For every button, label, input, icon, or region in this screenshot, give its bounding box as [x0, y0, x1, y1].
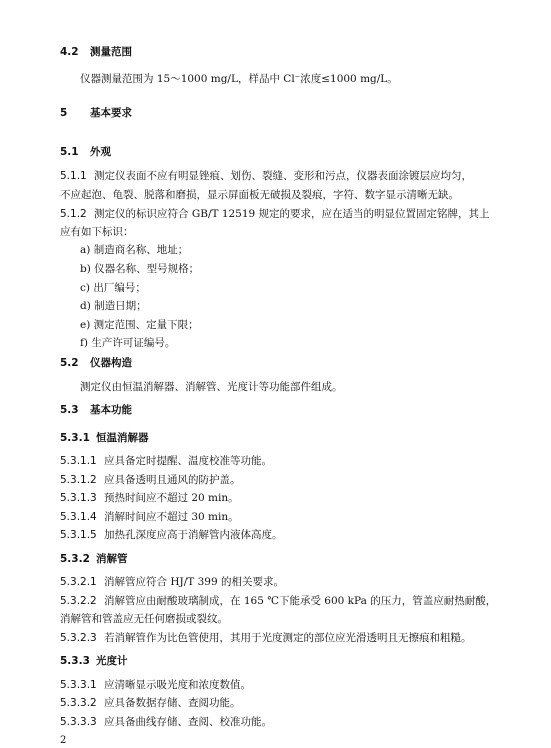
heading-5-3-3 — [60, 654, 128, 668]
para-5-1-1-line1 — [60, 169, 472, 183]
heading-number: 5.1 — [60, 146, 79, 158]
clause-5-3-1-3 — [60, 491, 239, 505]
clause-5-3-2-1 — [60, 575, 284, 589]
clause-text: 预热时间应不超过 20 min。 — [104, 492, 239, 504]
clause-5-3-2-2-line2: 消解管和管盖应无任何磨损或裂纹。 — [60, 613, 228, 625]
clause-5-3-2-2-line1 — [60, 594, 496, 608]
heading-5-3-1 — [60, 431, 149, 445]
clause-number: 5.3.1.1 — [60, 455, 97, 467]
heading-number: 5 — [60, 107, 68, 119]
heading-number: 5.2 — [60, 357, 79, 369]
clause-number: 5.3.3.2 — [60, 697, 97, 709]
clause-number: 5.3.2.1 — [60, 576, 97, 588]
clause-5-3-1-5 — [60, 528, 283, 542]
clause-number: 5.3.1.5 — [60, 529, 97, 541]
para-text: 测定仪的标识应符合 GB/T 12519 规定的要求，应在适当的明显位置固定铭牌，其上 — [94, 208, 490, 220]
clause-text: 应具备数据存储、查阅功能。 — [104, 697, 241, 709]
para-number: 5.1.2 — [60, 208, 87, 220]
heading-number: 5.3.3 — [60, 655, 90, 667]
clause-5-3-3-3 — [60, 715, 272, 729]
clause-text: 应具备透明且通风的防护盖。 — [104, 474, 241, 486]
clause-number: 5.3.1.2 — [60, 474, 97, 486]
clause-5-3-1-2 — [60, 473, 241, 487]
clause-5-3-1-1 — [60, 454, 272, 468]
clause-number: 5.3.3.3 — [60, 716, 97, 728]
clause-number: 5.3.2.3 — [60, 632, 97, 644]
heading-title: 基本要求 — [90, 107, 132, 119]
heading-5-1 — [60, 145, 111, 159]
clause-text: 应具备曲线存储、查阅、校准功能。 — [104, 716, 272, 728]
clause-number: 5.3.2.2 — [60, 595, 97, 607]
heading-title: 测量范围 — [90, 46, 132, 58]
para-5-2: 测定仪由恒温消解器、消解管、光度计等功能部件组成。 — [80, 381, 343, 393]
heading-5-3 — [60, 403, 132, 417]
clause-5-3-3-2 — [60, 696, 241, 710]
clause-text: 若消解管作为比色管使用，其用于光度测定的部位应光滑透明且无擦痕和粗糙。 — [104, 632, 472, 644]
clause-text: 消解管应由耐酸玻璃制成，在 165 ℃下能承受 600 kPa 的压力，管盖应耐热耐酸， — [104, 595, 497, 607]
clause-text: 消解时间应不超过 30 min。 — [104, 511, 239, 523]
clause-number: 5.3.1.4 — [60, 511, 97, 523]
para-number: 5.1.1 — [60, 170, 87, 182]
heading-title: 基本功能 — [90, 404, 132, 416]
clause-text: 消解管应符合 HJ/T 399 的相关要求。 — [104, 576, 284, 588]
page-number: 2 — [60, 735, 67, 746]
list-item: b) 仪器名称、型号规格； — [80, 263, 200, 275]
para-4-2: 仪器测量范围为 15～1000 mg/L，样品中 Cl⁻浓度≤1000 mg/L。 — [80, 73, 398, 85]
clause-text: 加热孔深度应高于消解管内液体高度。 — [104, 529, 283, 541]
clause-5-3-3-1 — [60, 678, 251, 692]
para-5-1-2-line1 — [60, 207, 490, 221]
heading-number: 4.2 — [60, 46, 79, 58]
heading-number: 5.3 — [60, 404, 79, 416]
clause-number: 5.3.3.1 — [60, 679, 97, 691]
heading-4-2 — [60, 45, 132, 59]
heading-5 — [60, 106, 132, 120]
list-item: c) 出厂编号； — [80, 282, 146, 294]
clause-5-3-2-3 — [60, 631, 472, 645]
heading-title: 仪器构造 — [90, 357, 132, 369]
heading-title: 外观 — [90, 146, 111, 158]
clause-text: 应清晰显示吸光度和浓度数值。 — [104, 679, 251, 691]
heading-number: 5.3.1 — [60, 432, 90, 444]
clause-text: 应具备定时提醒、温度校准等功能。 — [104, 455, 272, 467]
para-5-1-2-line2: 应有如下标识： — [60, 226, 134, 238]
para-5-1-1-line2: 不应起泡、龟裂、脱落和磨损，显示屏面板无破损及裂痕，字符、数字显示清晰无缺。 — [60, 189, 459, 201]
heading-number: 5.3.2 — [60, 553, 90, 565]
clause-number: 5.3.1.3 — [60, 492, 97, 504]
list-item: a) 制造商名称、地址； — [80, 244, 189, 256]
list-item: f) 生产许可证编号。 — [80, 337, 176, 349]
heading-title: 光度计 — [96, 655, 128, 667]
heading-5-2 — [60, 356, 132, 370]
para-text: 测定仪表面不应有明显锉痕、划伤、裂缝、变形和污点，仪器表面涂镀层应均匀， — [94, 170, 472, 182]
heading-title: 消解管 — [96, 553, 128, 565]
list-item: d) 制造日期； — [80, 300, 147, 312]
heading-5-3-2 — [60, 552, 128, 566]
clause-5-3-1-4 — [60, 510, 239, 524]
heading-title: 恒温消解器 — [96, 432, 149, 444]
list-item: e) 测定范围、定量下限； — [80, 319, 199, 331]
